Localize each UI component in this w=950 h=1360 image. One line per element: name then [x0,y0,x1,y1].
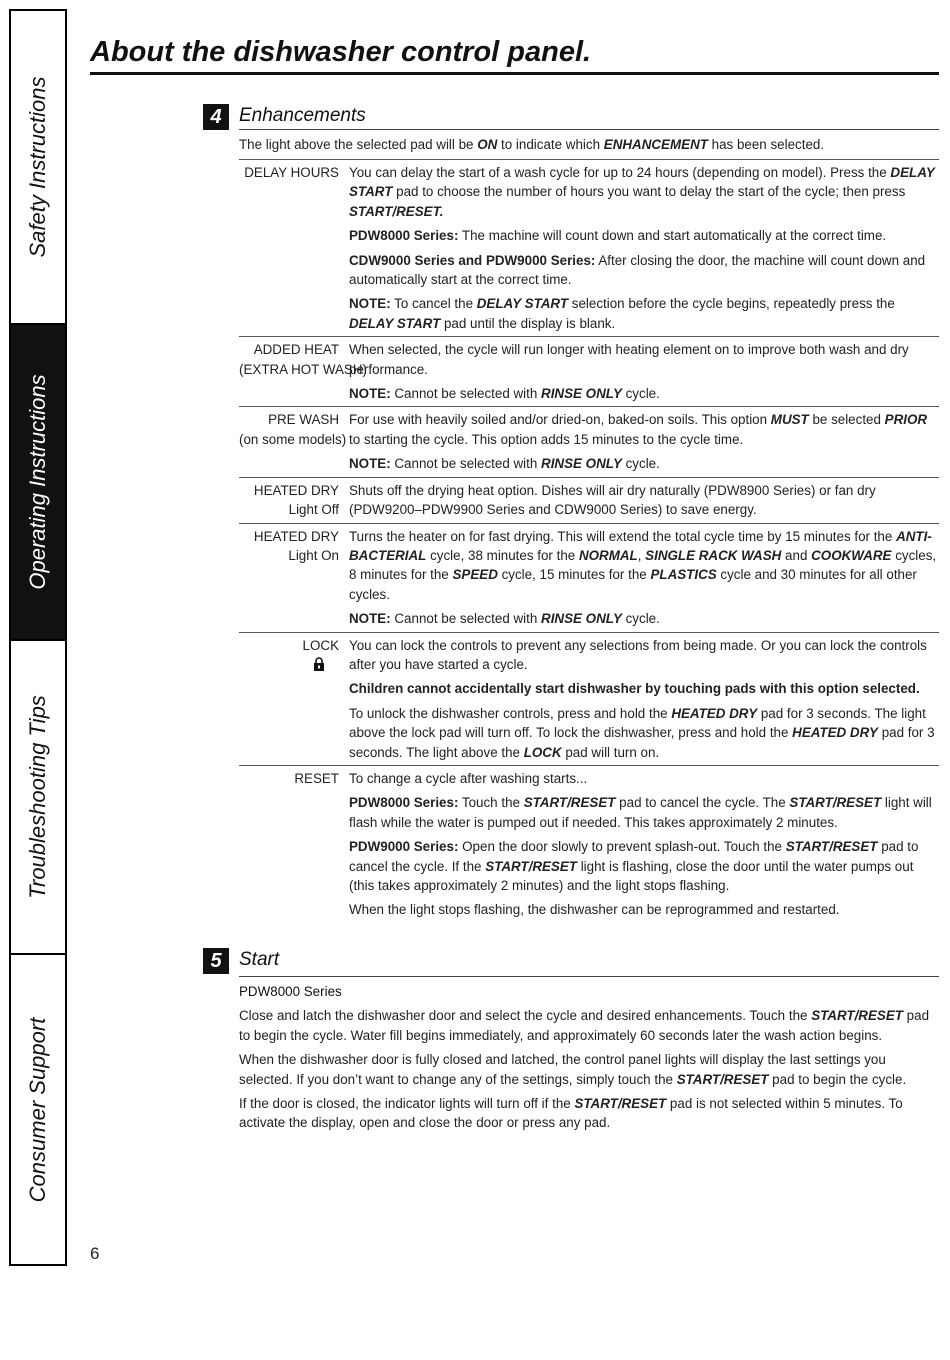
start-section-body: PDW8000 Series Close and latch the dishwasher door and select the cycle and desired enhancements. Touch the START/RESET pad to begin the cycle. Water fill begins immediately, and approximately 60 seconds later the wash action begins. When the dishwasher door is fully closed and latched, the control panel lights will display the last settings you selected. If you don’t want to change any of the settings, simply touch the START/RESET pad to begin the cycle. If the door is closed, the indicator lights will turn off if the START/RESET pad is not selected within 5 minutes. To activate the display, open and close the door or press any pad. [239,984,930,1131]
tab-operating-instructions[interactable] [11,325,65,641]
row-heated-dry-on [239,523,939,632]
row-added-heat [239,336,939,406]
row-body: You can lock the controls to prevent any selections from being made. Or you can lock the controls after you have started a cycle. Children cannot accidentally start dishwasher by touching pads with this option selected. To unlock the dishwasher controls, press and hold the HEATED DRY pad for 3 seconds. The light above the lock pad will turn off. To lock the dishwasher, press and hold the HEATED DRY pad for 3 seconds. The light above the LOCK pad will turn on. [349,637,935,760]
tab-safety-instructions[interactable] [11,11,65,325]
row-label: PRE WASH (on some models) [239,412,347,447]
row-body: When selected, the cycle will run longer with heating element on to improve both wash and dry performance. NOTE: Cannot be selected with RINSE ONLY cycle. [349,342,909,402]
lock-icon [313,657,325,671]
section-number-badge: 4 [203,104,229,130]
title-rule [90,72,939,75]
section-rule [239,129,939,130]
section-intro: The light above the selected pad will be ON to indicate which ENHANCEMENT has been selected. [239,137,825,152]
row-body: To change a cycle after washing starts... PDW8000 Series: Touch the START/RESET pad to cancel the cycle. The START/RESET light will flash while the water is pumped out if needed. This takes approximately 2 minutes. PDW9000 Series: Open the door slowly to prevent splash-out. Touch the START/RESET pad to cancel the cycle. If the START/RESET light is flashing, close the door until the water pumps out (this takes approximately 2 minutes) and the light stops flashing. When the light stops flashing, the dishwasher can be reprogrammed and restarted. [349,770,932,918]
tab-label: Safety Instructions [25,76,50,258]
section-rule [239,976,939,977]
row-delay-hours [239,159,939,336]
row-body: You can delay the start of a wash cycle for up to 24 hours (depending on model). Press the DELAY START pad to choose the number of hours you want to delay the start of the cycle; then press START/RESET. PDW8000 Series: The machine will count down and start automatically at the correct time. CDW9000 Series and PDW9000 Series: After closing the door, the machine will count down and automatically start at the correct time. NOTE: To cancel the DELAY START selection before the cycle begins, repeatedly press the DELAY START pad until the display is blank. [349,165,935,331]
row-lock [239,632,939,765]
row-body: Turns the heater on for fast drying. This will extend the total cycle time by 15 minutes for the ANTI-BACTERIAL cycle, 38 minutes for the NORMAL, SINGLE RACK WASH and COOKWARE cycles, 8 minutes for the SPEED cycle, 15 minutes for the PLASTICS cycle and 30 minutes for all other cycles. NOTE: Cannot be selected with RINSE ONLY cycle. [349,528,937,627]
side-tab-strip [9,9,67,1266]
row-label: HEATED DRY Light On [253,528,339,563]
enhancements-table [239,159,939,923]
tab-label: Troubleshooting Tips [25,695,50,899]
page-number: 6 [90,1244,100,1263]
row-body: Shuts off the drying heat option. Dishes will air dry naturally (PDW8900 Series) or fan dry (PDW9200–PDW9900 Series and CDW9000 Series) to save energy. [349,482,876,518]
page-title: About the dishwasher control panel. [90,36,592,68]
subhead: PDW8000 Series [239,984,342,999]
section-title: Start [239,949,280,970]
row-label: LOCK [239,636,349,762]
row-label: DELAY HOURS [244,165,339,180]
row-label: ADDED HEAT (EXTRA HOT WASH) [239,342,367,377]
row-label: HEATED DRY Light Off [253,482,339,518]
tab-troubleshooting-tips[interactable] [11,641,65,955]
row-body: For use with heavily soiled and/or dried-on, baked-on soils. This option MUST be selected PRIOR to starting the cycle. This option adds 15 minutes to the cycle time. NOTE: Cannot be selected with RINSE ONLY cycle. [349,412,928,472]
section-title: Enhancements [239,105,366,126]
tab-consumer-support[interactable] [11,955,65,1264]
section-number-badge: 5 [203,948,229,974]
tab-label: Operating Instructions [25,374,50,590]
tab-label: Consumer Support [25,1017,50,1202]
row-pre-wash [239,406,939,476]
row-heated-dry-off [239,477,939,523]
row-label: RESET [294,770,339,786]
row-reset [239,765,939,923]
